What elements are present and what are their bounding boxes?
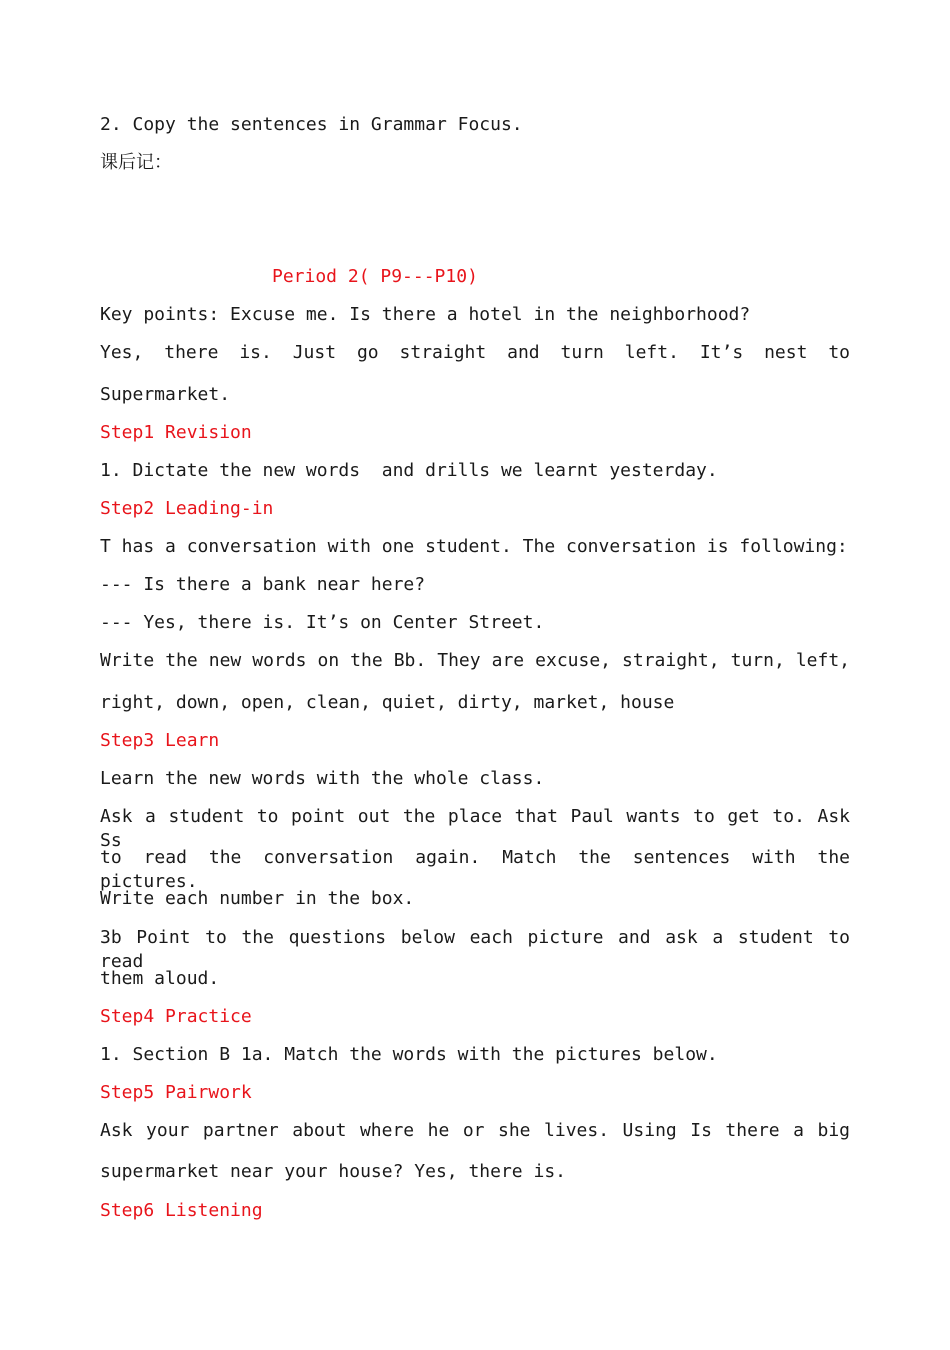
key-points-line-2: Yes, there is. Just go straight and turn left. It’s nest to (100, 342, 850, 363)
period-title: Period 2( P9---P10) (272, 266, 478, 287)
step2-line-3: --- Yes, there is. It’s on Center Street. (100, 612, 545, 633)
step1-heading: Step1 Revision (100, 422, 252, 443)
step3-heading: Step3 Learn (100, 730, 220, 751)
step4-heading: Step4 Practice (100, 1006, 252, 1027)
step4-line-1: 1. Section B 1a. Match the words with the pictures below. (100, 1044, 718, 1065)
step3-line-6: them aloud. (100, 968, 220, 989)
step3-line-4: Write each number in the box. (100, 888, 415, 909)
step2-line-1: T has a conversation with one student. The conversation is following: (100, 536, 848, 557)
step5-line-2: supermarket near your house? Yes, there is. (100, 1161, 566, 1182)
step3-line-2: Ask a student to point out the place that Paul wants to get to. Ask Ss (100, 806, 850, 851)
homework-item-2: 2. Copy the sentences in Grammar Focus. (100, 114, 523, 135)
step6-heading: Step6 Listening (100, 1200, 263, 1221)
step2-heading: Step2 Leading-in (100, 498, 274, 519)
step1-line-1: 1. Dictate the new words and drills we learnt yesterday. (100, 460, 718, 481)
step3-line-1: Learn the new words with the whole class. (100, 768, 545, 789)
key-points-line-3: Supermarket. (100, 384, 231, 405)
step3-line-5: 3b Point to the questions below each picture and ask a student to read (100, 927, 850, 972)
after-class-note-label: 课后记： (100, 152, 172, 173)
key-points-line-1: Key points: Excuse me. Is there a hotel in the neighborhood? (100, 304, 751, 325)
step5-heading: Step5 Pairwork (100, 1082, 252, 1103)
step2-line-2: --- Is there a bank near here? (100, 574, 426, 595)
step2-line-5: right, down, open, clean, quiet, dirty, market, house (100, 692, 675, 713)
step3-line-3: to read the conversation again. Match the sentences with the pictures. (100, 847, 850, 892)
step2-line-4: Write the new words on the Bb. They are excuse, straight, turn, left, (100, 650, 850, 671)
step5-line-1: Ask your partner about where he or she lives. Using Is there a big (100, 1120, 850, 1141)
